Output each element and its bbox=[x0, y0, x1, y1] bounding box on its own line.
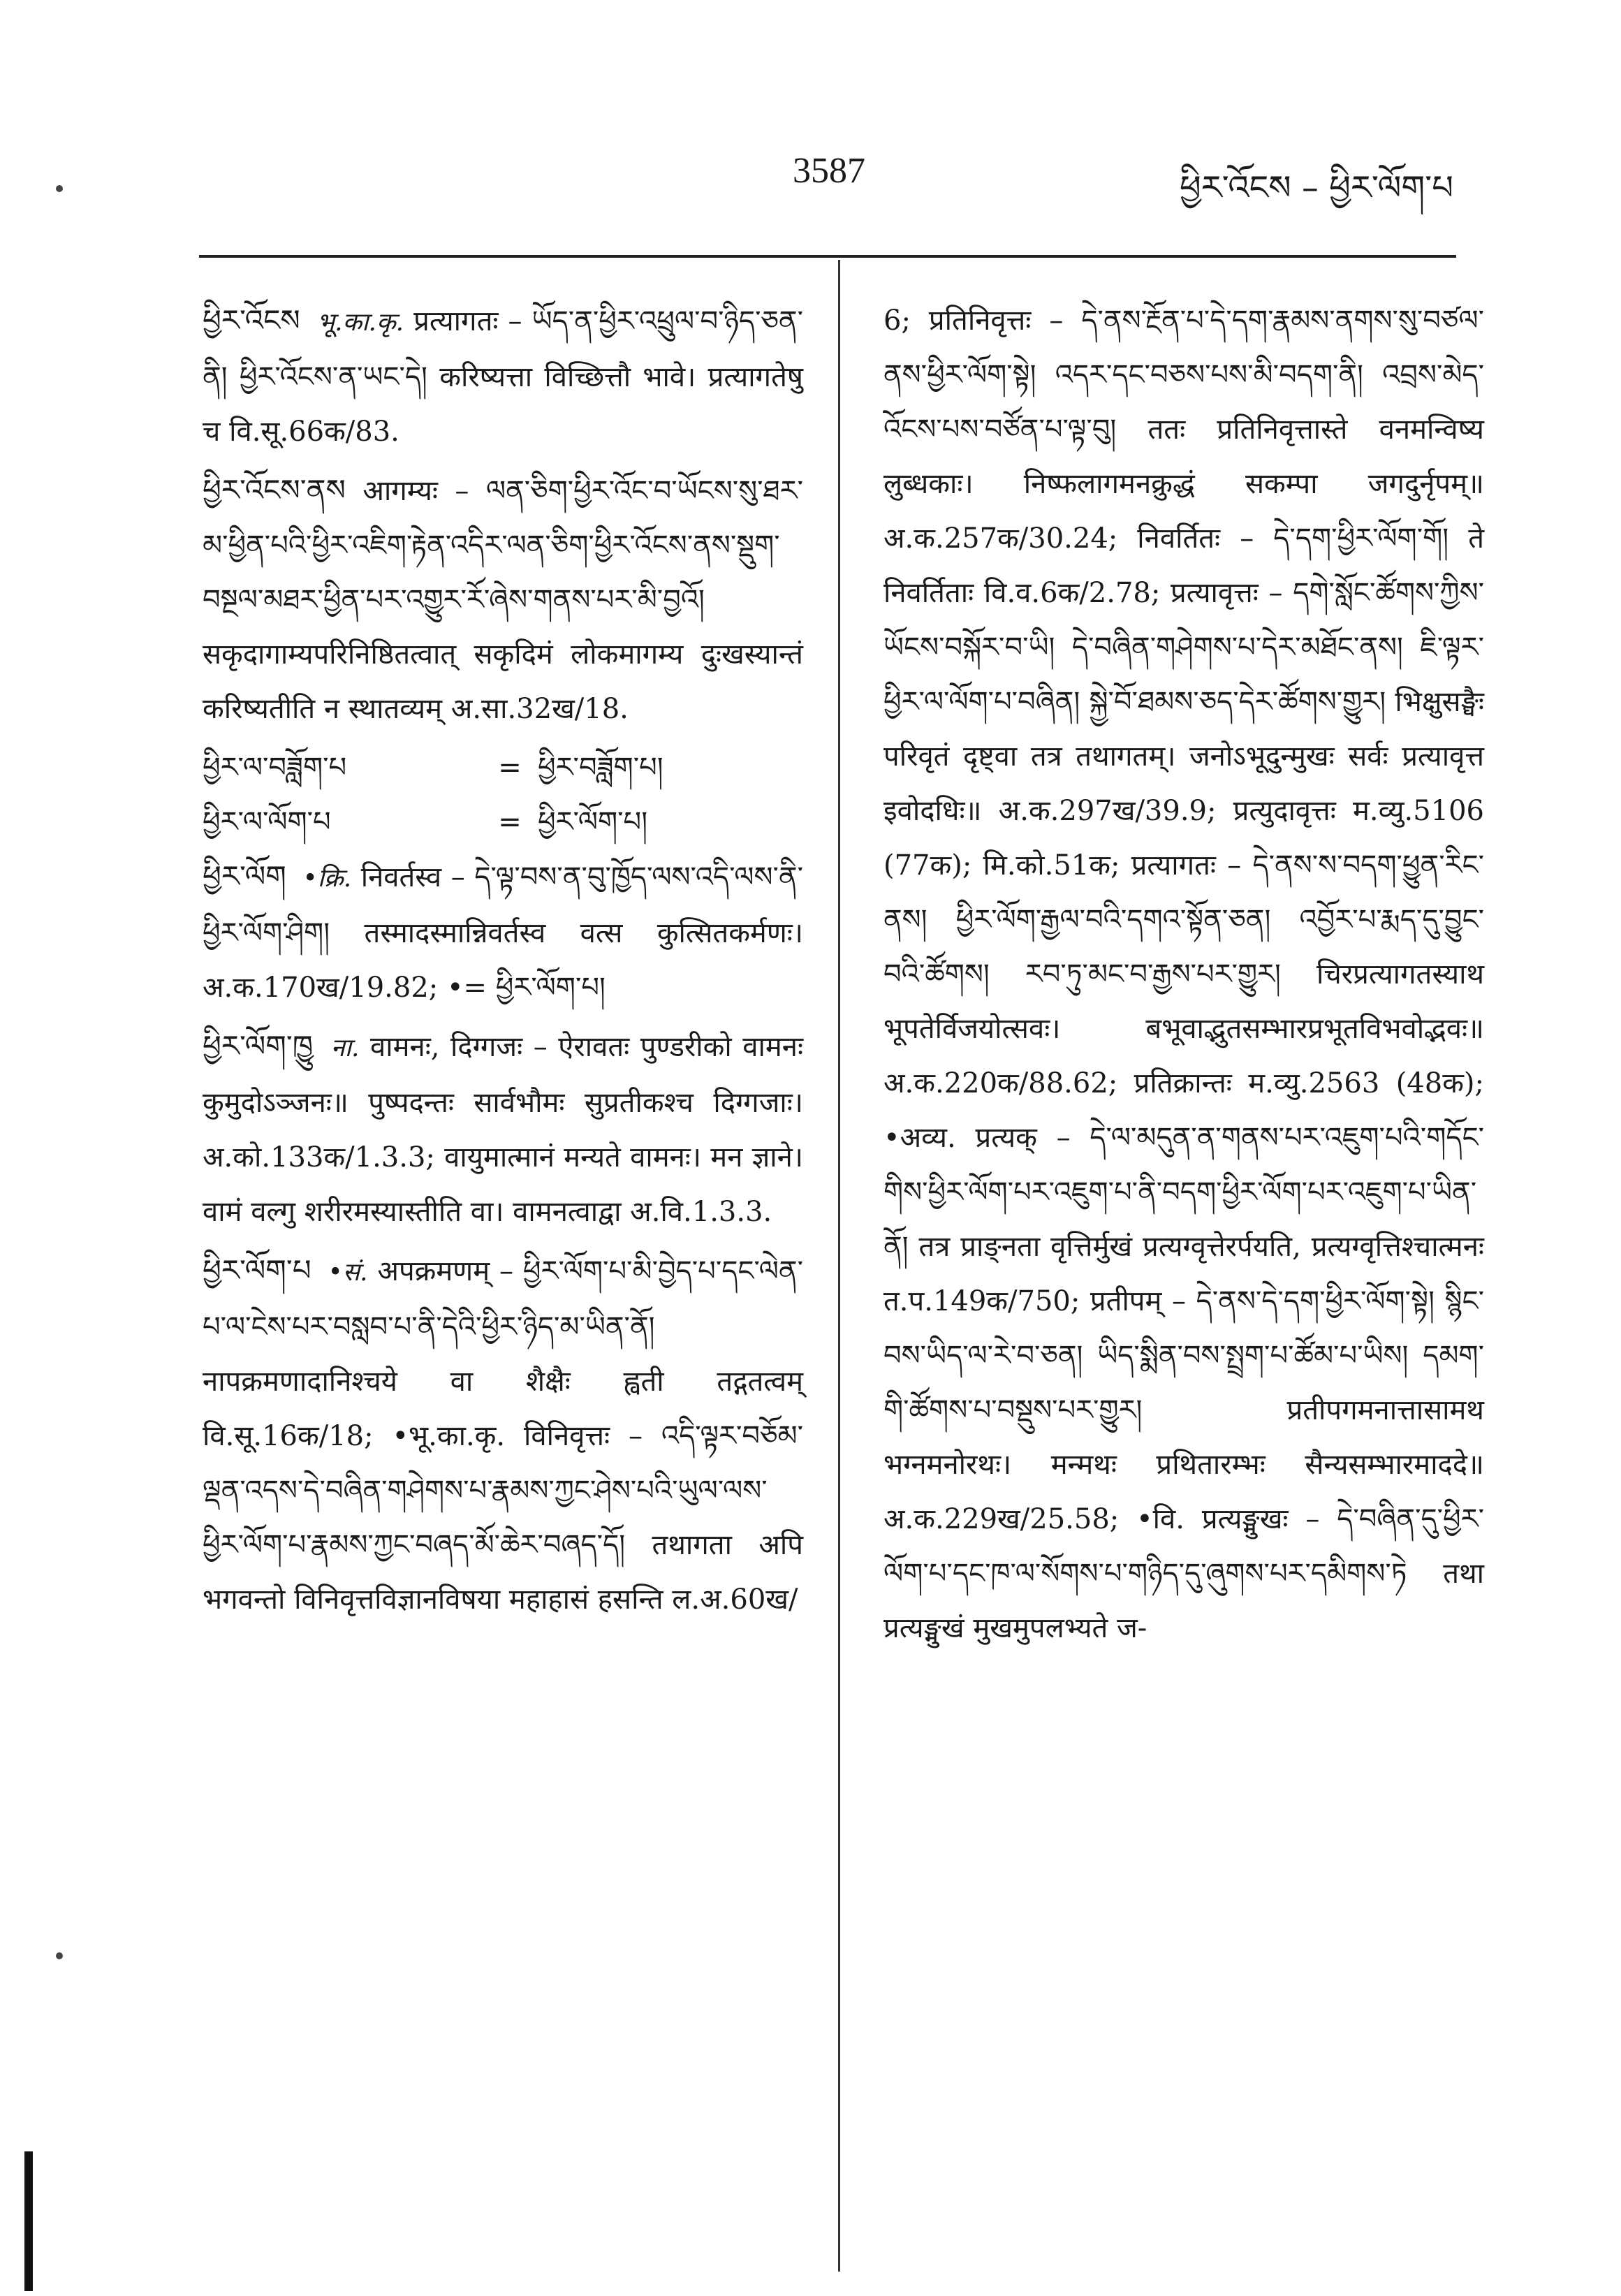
xref-equals: = bbox=[498, 806, 522, 838]
margin-dot bbox=[56, 185, 63, 192]
cross-reference bbox=[203, 795, 803, 849]
entry-continuation bbox=[883, 293, 1484, 1655]
xref-target: ཕྱིར་ལོག་པ། bbox=[538, 806, 648, 838]
entry-grammar-tag: भू.का.कृ. bbox=[316, 308, 404, 337]
xref-source: ཕྱིར་ལ་བཟློག་པ bbox=[203, 752, 347, 784]
entry-grammar-tag: ना. bbox=[330, 1034, 360, 1062]
entry-body: प्रत्यागतः – ཡོད་ན་ཕྱིར་འཕྲུལ་བ་ཉིད་ཅན་ནི། ཕྱིར་འོངས་ན་ཡང་དེ། करिष्यत्ता विच्छित्तौ भावे। प्रत्यागतेषु च वि.सू.66क/83. bbox=[203, 305, 803, 448]
binding-edge-shadow bbox=[24, 2151, 33, 2291]
dictionary-entry bbox=[203, 1019, 803, 1239]
entry-body: 6; प्रतिनिवृत्तः – དེ་ནས་རྔོན་པ་དེ་དག་རྣམས་ནགས་སུ་བཙལ་ནས་ཕྱིར་ལོག་སྟེ། འདར་དང་བཅས་པས་མི་བདག་ནི། འབྲས་མེད་འོངས་པས་བཙོན་པ་ལྟ་བུ། ततः प्रतिनिवृत्तास्ते वनमन्विष्य लुब्धकाः। निष्फलागमनक्रुद्धं सकम्पा जगदुर्नृपम्॥ अ.क.257क/30.24; निवर्तितः – དེ་དག་ཕྱིར་ལོག་གོ། ते निवर्तिताः वि.व.6क/2.78; प्रत्यावृत्तः – དགེ་སློང་ཚོགས་ཀྱིས་ཡོངས་བསྐོར་བ་ཡི། དེ་བཞིན་གཤེགས་པ་དེར་མཐོང་ནས། ཇི་ལྟར་ཕྱིར་ལ་ལོག་པ་བཞིན། སྐྱེ་བོ་ཐམས་ཅད་དེར་ཚོགས་གྱུར། भिक्षुसङ्घैः परिवृतं दृष्ट्वा तत्र तथागतम्। जनोऽभूदुन्मुखः सर्वः प्रत्यावृत्त इवोदधिः॥ अ.क.297ख/39.9; प्रत्युदावृत्तः म.व्यु.5106 (77क); मि.को.51क; प्रत्यागतः – དེ་ནས་ས་བདག་ཕྱུན་རིང་ནས། ཕྱིར་ལོག་རྒྱལ་བའི་དགའ་སྟོན་ཅན། འབྱོར་པ་རྨད་དུ་བྱུང་བའི་ཚོགས། རབ་ཏུ་མང་བ་རྒྱས་པར་གྱུར། चिरप्रत्यागतस्याथ भूपतेर्विजयोत्सवः। बभूवाद्भुतसम्भारप्रभूतविभवोद्भवः॥ अ.क.220क/88.62; प्रतिक्रान्तः म.व्यु.2563 (48क); •अव्य. प्रत्यक् – དེ་ལ་མདུན་ན་གནས་པར་འཇུག་པའི་གདོང་གིས་ཕྱིར་ལོག་པར་འཇུག་པ་ནི་བདག་ཕྱིར་ལོག་པར་འཇུག་པ་ཡིན་ནོ། तत्र प्राङ्नता वृत्तिर्मुखं प्रत्यग्वृत्तेरर्पयति, प्रत्यग्वृत्तिश्चात्मनः त.प.149क/750; प्रतीपम् – དེ་ནས་དེ་དག་ཕྱིར་ལོག་སྟེ། སྙིང་བས་ཡིད་ལ་རེ་བ་ཅན། ཡིད་སྨིན་བས་སྤྲག་པ་ཚོམ་པ་ཡིས། དམག་གི་ཚོགས་པ་བསྡུས་པར་གྱུར། प्रतीपगमनात्तासामथ भग्नमनोरथः। मन्मथः प्रथितारम्भः सैन्यसम्भारमाददे॥ अ.क.229ख/25.58; •वि. प्रत्यङ्मुखः – དེ་བཞིན་དུ་ཕྱིར་ལོག་པ་དང་ཁ་ལ་སོགས་པ་གཉིད་དུ་ཞུགས་པར་དམིགས་ཏེ तथा प्रत्यङ्मुखं मुखमुपलभ्यते ज- bbox=[883, 305, 1484, 1644]
xref-equals: = bbox=[498, 752, 522, 784]
entry-grammar-tag: •क्रि. bbox=[302, 864, 352, 893]
entry-body: वामनः, दिग्गजः – ऐरावतः पुण्डरीको वामनः कुमुदोऽञ्जनः॥ पुष्पदन्तः सार्वभौमः सुप्रतीकश्च दिग्गजाः। अ.को.133क/1.3.3; वायुमात्मानं मन्यते वामनः। मन ज्ञाने। वामं वल्गु शरीरमस्यास्तीति वा। वामनत्वाद्वा अ.वि.1.3.3. bbox=[203, 1031, 804, 1228]
dictionary-entry bbox=[203, 1243, 803, 1627]
entry-headword: ཕྱིར་ལོག་ཁྱུ bbox=[203, 1029, 314, 1063]
header-rule bbox=[199, 255, 1456, 258]
cross-reference bbox=[203, 740, 803, 795]
entry-body: आगम्यः – ལན་ཅིག་ཕྱིར་འོང་བ་ཡོངས་སུ་ཐར་མ་ཕྱིན་པའི་ཕྱིར་འཇིག་རྟེན་འདིར་ལན་ཅིག་ཕྱིར་འོངས་ནས་སྡུག་བསྔལ་མཐར་ཕྱིན་པར་འགྱུར་རོ་ཞེས་གནས་པར་མི་བྱའོ། सकृदागाम्यपरिनिष्ठितत्वात् सकृदिमं लोकमागम्य दुःखस्यान्तं करिष्यतीति न स्थातव्यम् अ.सा.32ख/18. bbox=[203, 475, 803, 725]
right-column bbox=[883, 293, 1484, 1660]
running-head: ཕྱིར་འོངས – ཕྱིར་ལོག་པ bbox=[1179, 168, 1453, 207]
dictionary-entry bbox=[203, 849, 803, 1015]
entry-headword: ཕྱིར་འོངས bbox=[203, 303, 300, 337]
entry-grammar-tag: •सं. bbox=[328, 1258, 368, 1287]
entry-headword: ཕྱིར་འོངས་ནས bbox=[203, 473, 346, 507]
dictionary-entry bbox=[203, 293, 803, 459]
xref-source: ཕྱིར་ལ་ལོག་པ bbox=[203, 806, 331, 838]
entry-headword: ཕྱིར་ལོག bbox=[203, 859, 286, 893]
xref-target: ཕྱིར་བཟློག་པ། bbox=[538, 752, 663, 784]
margin-dot bbox=[56, 1952, 63, 1959]
entry-body: अपक्रमणम् – ཕྱིར་ལོག་པ་མི་བྱེད་པ་དང་ལེན་པ་ལ་ངེས་པར་བསླབ་པ་ནི་དེའི་ཕྱིར་ཉིད་མ་ཡིན་ནོ། नापक्रमणादानिश्चये वा शैक्षैः ह्वती तद्गतत्वम् वि.सू.16क/18; •भू.का.कृ. विनिवृत्तः – འདི་ལྟར་བཅོམ་ལྡན་འདས་དེ་བཞིན་གཤེགས་པ་རྣམས་ཀྱང་ཤེས་པའི་ཡུལ་ལས་ཕྱིར་ལོག་པ་རྣམས་ཀྱང་བཞད་མོ་ཆེར་བཞད་དོ། तथागता अपि भगवन्तो विनिवृत्तविज्ञानविषया महाहासं हसन्ति ल.अ.60ख/ bbox=[203, 1255, 803, 1616]
left-column bbox=[203, 293, 803, 1631]
dictionary-entry bbox=[203, 463, 803, 736]
entry-headword: ཕྱིར་ལོག་པ bbox=[203, 1253, 311, 1287]
page-number: 3587 bbox=[793, 151, 865, 191]
column-divider bbox=[838, 260, 840, 2272]
entry-body: निवर्तस्व – དེ་ལྟ་བས་ན་བུ་ཁྱོད་ལས་འདི་ལས་ནི་ཕྱིར་ལོག་ཤིག། तस्मादस्मान्निवर्तस्व वत्स कुत्सितकर्मणः। अ.क.170ख/19.82; •= ཕྱིར་ལོག་པ། bbox=[203, 861, 803, 1004]
